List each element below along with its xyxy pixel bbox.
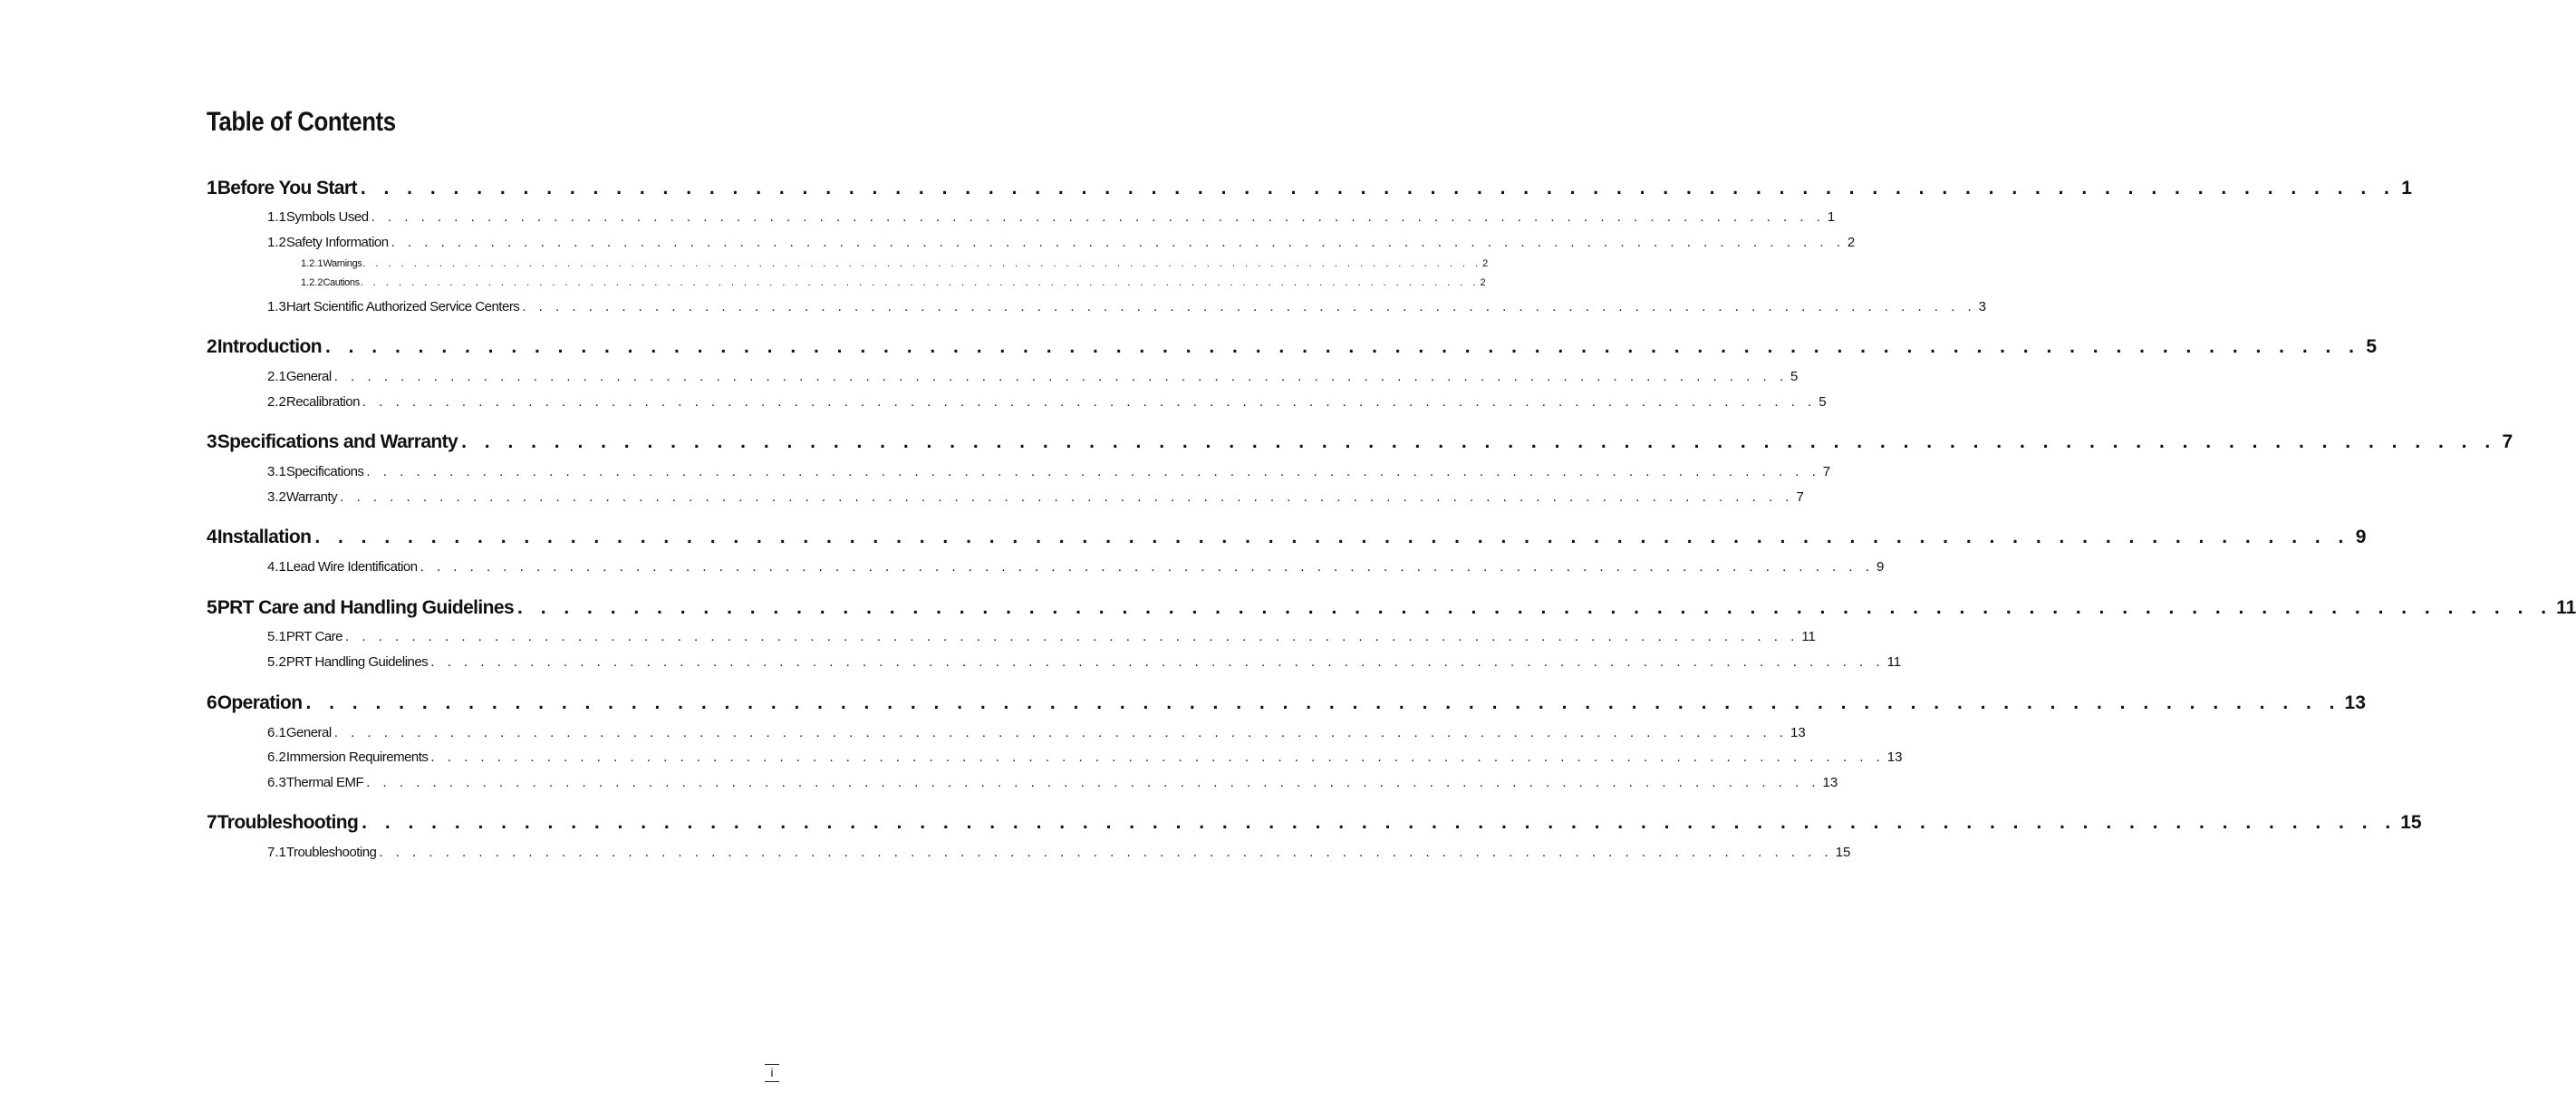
toc-leader: . . . . . . . . . . . . . . . . . . . . . . . . . . . . . . . . . . . . . . . . . . . . . . . . . . . . . . . . . . . . . . . . . . . . . . . . . . . . . . . . . . . . . . . .	[362, 258, 1482, 269]
toc-leader: . . . . . . . . . . . . . . . . . . . . . . . . . . . . . . . . . . . . . . . . . . . . . . . . . . . . . . . . . . . . . . . . . . . . . . . . . . . . . . . . . . . . . . . .	[345, 629, 1799, 644]
toc-number: 3.1	[267, 464, 286, 479]
toc-number: 5.2	[267, 654, 286, 670]
toc-page-number: 11	[2556, 597, 2576, 618]
toc-page-number: 3	[1978, 299, 1986, 314]
toc-page-number: 1	[1827, 209, 1836, 225]
toc-page-number: 2	[1480, 277, 1486, 288]
toc-leader: . . . . . . . . . . . . . . . . . . . . . . . . . . . . . . . . . . . . . . . . . . . . . . . . . . . . . . . . . . . . . . . . . . . . . . . . . . . . . . . . . . . . . . . .	[430, 654, 1885, 670]
toc-leader: . . . . . . . . . . . . . . . . . . . . . . . . . . . . . . . . . . . . . . . . . . . . . . . . . . . . . . . . . . . . . . . . . . . . . . . . . . . . . . . . . . . . . . . .	[340, 489, 1794, 505]
toc-number: 4	[207, 527, 217, 547]
toc-subsection-1-2-2[interactable]	[301, 277, 1486, 290]
toc-section-7-1[interactable]	[267, 845, 1851, 863]
toc-leader: . . . . . . . . . . . . . . . . . . . . . . . . . . . . . . . . . . . . . . . . . . . . . . . . . . . . . . . . . . . . . . . . . . . . . . . . . . . . . . . . . . . . . . . .	[379, 845, 1833, 860]
toc-number: 6.1	[267, 725, 286, 740]
toc-leader: . . . . . . . . . . . . . . . . . . . . . . . . . . . . . . . . . . . . . . . . . . . . . . . . . . . . . . . . . . . . . . . . . . . . . . . . . . . . . . . . . . . . . . . .	[371, 209, 1825, 225]
toc-leader: . . . . . . . . . . . . . . . . . . . . . . . . . . . . . . . . . . . . . . . . . . . . . . . . . . . . . . . . . . . . . . . . . . . . . . . . . . . . . . . . . . . . . . . .	[333, 369, 1789, 384]
toc-number: 7.1	[267, 845, 286, 860]
toc-label: Specifications	[285, 464, 364, 479]
toc-page-number: 11	[1886, 654, 1902, 670]
toc-chapter-1[interactable]	[207, 178, 2412, 201]
toc-number: 1	[207, 178, 217, 198]
toc-page-number: 15	[1835, 845, 1851, 860]
toc-label: Warranty	[285, 489, 338, 505]
toc-page-number: 15	[2400, 812, 2422, 833]
toc-page-number: 7	[1796, 489, 1804, 505]
toc-label: Troubleshooting	[285, 845, 377, 860]
toc-section-6-1[interactable]	[267, 725, 1806, 743]
toc-label: Immersion Requirements	[285, 749, 429, 765]
toc-number: 1.2.1	[301, 258, 323, 269]
toc-label: General	[285, 369, 332, 384]
toc-section-5-1[interactable]	[267, 629, 1816, 647]
toc-label: Before You Start	[217, 178, 357, 198]
toc-label: Introduction	[217, 336, 322, 357]
toc-leader: . . . . . . . . . . . . . . . . . . . . . . . . . . . . . . . . . . . . . . . . . . . . . . . . . . . . . . . . . . . . . . . . . . . . . . . . . . . . . . . . . . . . . . . .	[314, 527, 2350, 547]
toc-page-number: 7	[1822, 464, 1831, 479]
toc-page-number: 11	[1801, 629, 1816, 644]
toc-page-number: 13	[2344, 692, 2366, 713]
toc-section-2-2[interactable]	[267, 394, 1827, 412]
toc-leader: . . . . . . . . . . . . . . . . . . . . . . . . . . . . . . . . . . . . . . . . . . . . . . . . . . . . . . . . . . . . . . . . . . . . . . . . . . . . . . . . . . . . . . . .	[522, 299, 1976, 314]
toc-page-number: 5	[2366, 336, 2378, 357]
toc-section-1-3[interactable]	[267, 299, 1986, 317]
toc-chapter-4[interactable]	[207, 527, 2367, 550]
toc-section-4-1[interactable]	[267, 559, 1885, 577]
toc-label: Troubleshooting	[217, 812, 359, 833]
toc-leader: . . . . . . . . . . . . . . . . . . . . . . . . . . . . . . . . . . . . . . . . . . . . . . . . . . . . . . . . . . . . . . . . . . . . . . . . . . . . . . . . . . . . . . . .	[430, 749, 1885, 765]
toc-label: Cautions	[323, 277, 360, 288]
toc-chapter-7[interactable]	[207, 812, 2422, 836]
toc-number: 6	[207, 692, 217, 713]
toc-number: 4.1	[267, 559, 286, 575]
toc-number: 3.2	[267, 489, 286, 505]
page-title: Table of Contents	[207, 107, 396, 137]
toc-label: Lead Wire Identification	[285, 559, 418, 575]
toc-leader: . . . . . . . . . . . . . . . . . . . . . . . . . . . . . . . . . . . . . . . . . . . . . . . . . . . . . . . . . . . . . . . . . . . . . . . . . . . . . . . . . . . . . . . .	[366, 464, 1820, 479]
toc-page-number: 2	[1482, 258, 1489, 269]
toc-label: Specifications and Warranty	[217, 431, 458, 452]
toc-number: 2.1	[267, 369, 286, 384]
toc-leader: . . . . . . . . . . . . . . . . . . . . . . . . . . . . . . . . . . . . . . . . . . . . . . . . . . . . . . . . . . . . . . . . . . . . . . . . . . . . . . . . . . . . . . . .	[366, 775, 1820, 790]
toc-label: PRT Care	[285, 629, 343, 644]
toc-label: Recalibration	[285, 394, 360, 410]
toc-section-1-1[interactable]	[267, 209, 1836, 227]
toc-number: 7	[207, 812, 217, 833]
toc-leader: . . . . . . . . . . . . . . . . . . . . . . . . . . . . . . . . . . . . . . . . . . . . . . . . . . . . . . . . . . . . . . . . . . . . . . . . . . . . . . . . . . . . . . . .	[305, 692, 2341, 713]
toc-label: Hart Scientific Authorized Service Centers	[285, 299, 520, 314]
toc-label: Symbols Used	[285, 209, 369, 225]
toc-leader: . . . . . . . . . . . . . . . . . . . . . . . . . . . . . . . . . . . . . . . . . . . . . . . . . . . . . . . . . . . . . . . . . . . . . . . . . . . . . . . . . . . . . . . .	[362, 812, 2398, 833]
toc-number: 6.2	[267, 749, 286, 765]
toc-label: General	[285, 725, 332, 740]
toc-label: Thermal EMF	[285, 775, 364, 790]
toc-leader: . . . . . . . . . . . . . . . . . . . . . . . . . . . . . . . . . . . . . . . . . . . . . . . . . . . . . . . . . . . . . . . . . . . . . . . . . . . . . . . . . . . . . . . .	[360, 277, 1480, 288]
toc-page-number: 13	[1886, 749, 1903, 765]
toc-page-number: 2	[1847, 235, 1856, 250]
toc-number: 1.2.2	[301, 277, 323, 288]
toc-leader: . . . . . . . . . . . . . . . . . . . . . . . . . . . . . . . . . . . . . . . . . . . . . . . . . . . . . . . . . . . . . . . . . . . . . . . . . . . . . . . . . . . . . . . .	[420, 559, 1874, 575]
toc-leader: . . . . . . . . . . . . . . . . . . . . . . . . . . . . . . . . . . . . . . . . . . . . . . . . . . . . . . . . . . . . . . . . . . . . . . . . . . . . . . . . . . . . . . . .	[333, 725, 1789, 740]
toc-subsection-1-2-1[interactable]	[301, 258, 1489, 271]
toc-leader: . . . . . . . . . . . . . . . . . . . . . . . . . . . . . . . . . . . . . . . . . . . . . . . . . . . . . . . . . . . . . . . . . . . . . . . . . . . . . . . . . . . . . . . .	[461, 431, 2497, 452]
toc-page-number: 9	[2355, 527, 2367, 547]
toc-page-number: 5	[1790, 369, 1799, 384]
toc-number: 1.2	[267, 235, 286, 250]
toc-number: 5.1	[267, 629, 286, 644]
toc-number: 6.3	[267, 775, 286, 790]
toc-chapter-3[interactable]	[207, 431, 2513, 455]
toc-number: 1.3	[267, 299, 286, 314]
toc-chapter-5[interactable]	[207, 597, 2576, 621]
toc-label: Installation	[217, 527, 312, 547]
toc-chapter-2[interactable]	[207, 336, 2378, 360]
toc-section-5-2[interactable]	[267, 654, 1902, 672]
toc-label: PRT Care and Handling Guidelines	[217, 597, 515, 618]
toc-number: 3	[207, 431, 217, 452]
toc-chapter-6[interactable]	[207, 692, 2366, 716]
toc-leader: . . . . . . . . . . . . . . . . . . . . . . . . . . . . . . . . . . . . . . . . . . . . . . . . . . . . . . . . . . . . . . . . . . . . . . . . . . . . . . . . . . . . . . . .	[360, 178, 2396, 198]
toc-page-number: 13	[1822, 775, 1838, 790]
toc-leader: . . . . . . . . . . . . . . . . . . . . . . . . . . . . . . . . . . . . . . . . . . . . . . . . . . . . . . . . . . . . . . . . . . . . . . . . . . . . . . . . . . . . . . . .	[391, 235, 1845, 250]
toc-page-number: 7	[2502, 431, 2513, 452]
toc-page-number: 9	[1876, 559, 1885, 575]
toc-section-3-2[interactable]	[267, 489, 1804, 508]
toc-leader: . . . . . . . . . . . . . . . . . . . . . . . . . . . . . . . . . . . . . . . . . . . . . . . . . . . . . . . . . . . . . . . . . . . . . . . . . . . . . . . . . . . . . . . .	[324, 336, 2361, 357]
toc-section-1-2[interactable]	[267, 235, 1856, 253]
toc-page-number: 5	[1819, 394, 1827, 410]
toc-label: PRT Handling Guidelines	[285, 654, 429, 670]
toc-page-number: 1	[2401, 178, 2412, 198]
toc-label: Safety Information	[285, 235, 389, 250]
toc-leader: . . . . . . . . . . . . . . . . . . . . . . . . . . . . . . . . . . . . . . . . . . . . . . . . . . . . . . . . . . . . . . . . . . . . . . . . . . . . . . . . . . . . . . . .	[362, 394, 1817, 410]
toc-leader: . . . . . . . . . . . . . . . . . . . . . . . . . . . . . . . . . . . . . . . . . . . . . . . . . . . . . . . . . . . . . . . . . . . . . . . . . . . . . . . . . . . . . . . .	[517, 597, 2553, 618]
toc-page-number: 13	[1790, 725, 1806, 740]
toc-label: Operation	[217, 692, 303, 713]
toc-number: 2	[207, 336, 217, 357]
toc-section-2-1[interactable]	[267, 369, 1799, 387]
toc-section-6-3[interactable]	[267, 775, 1838, 793]
toc-section-3-1[interactable]	[267, 464, 1831, 482]
page-number-footer: i	[765, 1064, 779, 1082]
toc-number: 5	[207, 597, 217, 618]
toc-section-6-2[interactable]	[267, 749, 1903, 768]
toc-number: 1.1	[267, 209, 286, 225]
toc-number: 2.2	[267, 394, 286, 410]
toc-label: Warnings	[323, 258, 362, 269]
